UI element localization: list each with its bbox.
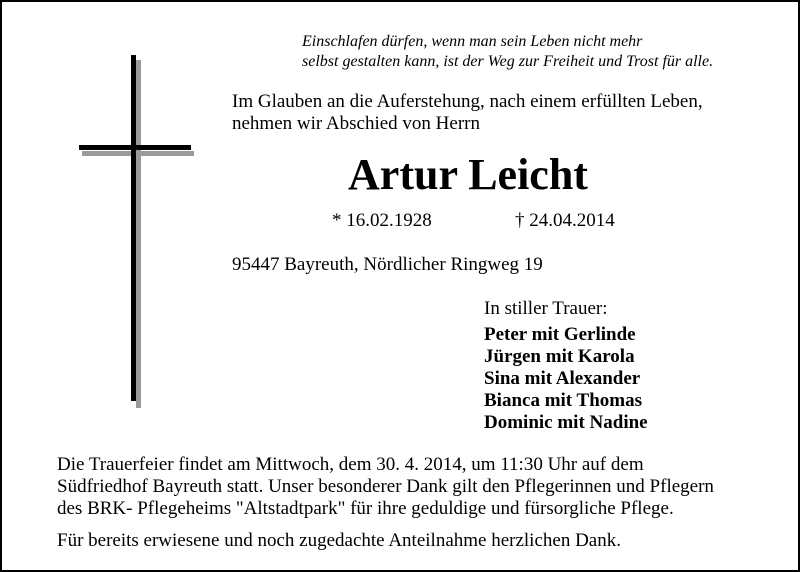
intro-line: nehmen wir Abschied von Herrn xyxy=(232,113,480,134)
mourner-name: Peter mit Gerlinde xyxy=(484,324,636,345)
intro-line: Im Glauben an die Auferstehung, nach einem erfüllten Leben, xyxy=(232,91,703,112)
thanks-line: Für bereits erwiesene und noch zugedachte Anteilnahme herzlichen Dank. xyxy=(57,530,621,551)
mourner-name: Dominic mit Nadine xyxy=(484,412,648,433)
intro-text xyxy=(232,91,703,135)
mourner-name: Bianca mit Thomas xyxy=(484,390,643,411)
cross-icon xyxy=(2,2,202,412)
birth-date: * 16.02.1928 xyxy=(332,210,432,231)
mourner-name: Jürgen mit Karola xyxy=(484,346,635,367)
mourning-heading: In stiller Trauer: xyxy=(484,298,608,319)
death-date: † 24.04.2014 xyxy=(515,210,615,231)
funeral-info xyxy=(57,454,777,552)
mourners-block xyxy=(484,297,648,434)
funeral-line: Die Trauerfeier findet am Mittwoch, dem 30. 4. 2014, um 11:30 Uhr auf dem xyxy=(57,454,644,475)
funeral-line: des BRK- Pflegeheims "Altstadtpark" für ihre geduldige und fürsorgliche Pflege. xyxy=(57,498,674,519)
deceased-name: Artur Leicht xyxy=(348,150,588,199)
quote-line: Einschlafen dürfen, wenn man sein Leben nicht mehr xyxy=(302,33,643,50)
funeral-line: Südfriedhof Bayreuth statt. Unser besonderer Dank gilt den Pflegerinnen und Pflegern xyxy=(57,476,714,497)
epigraph-quote xyxy=(302,32,713,72)
quote-line: selbst gestalten kann, ist der Weg zur Freiheit und Trost für alle. xyxy=(302,53,714,70)
mourner-name: Sina mit Alexander xyxy=(484,368,641,389)
address: 95447 Bayreuth, Nördlicher Ringweg 19 xyxy=(232,254,543,275)
